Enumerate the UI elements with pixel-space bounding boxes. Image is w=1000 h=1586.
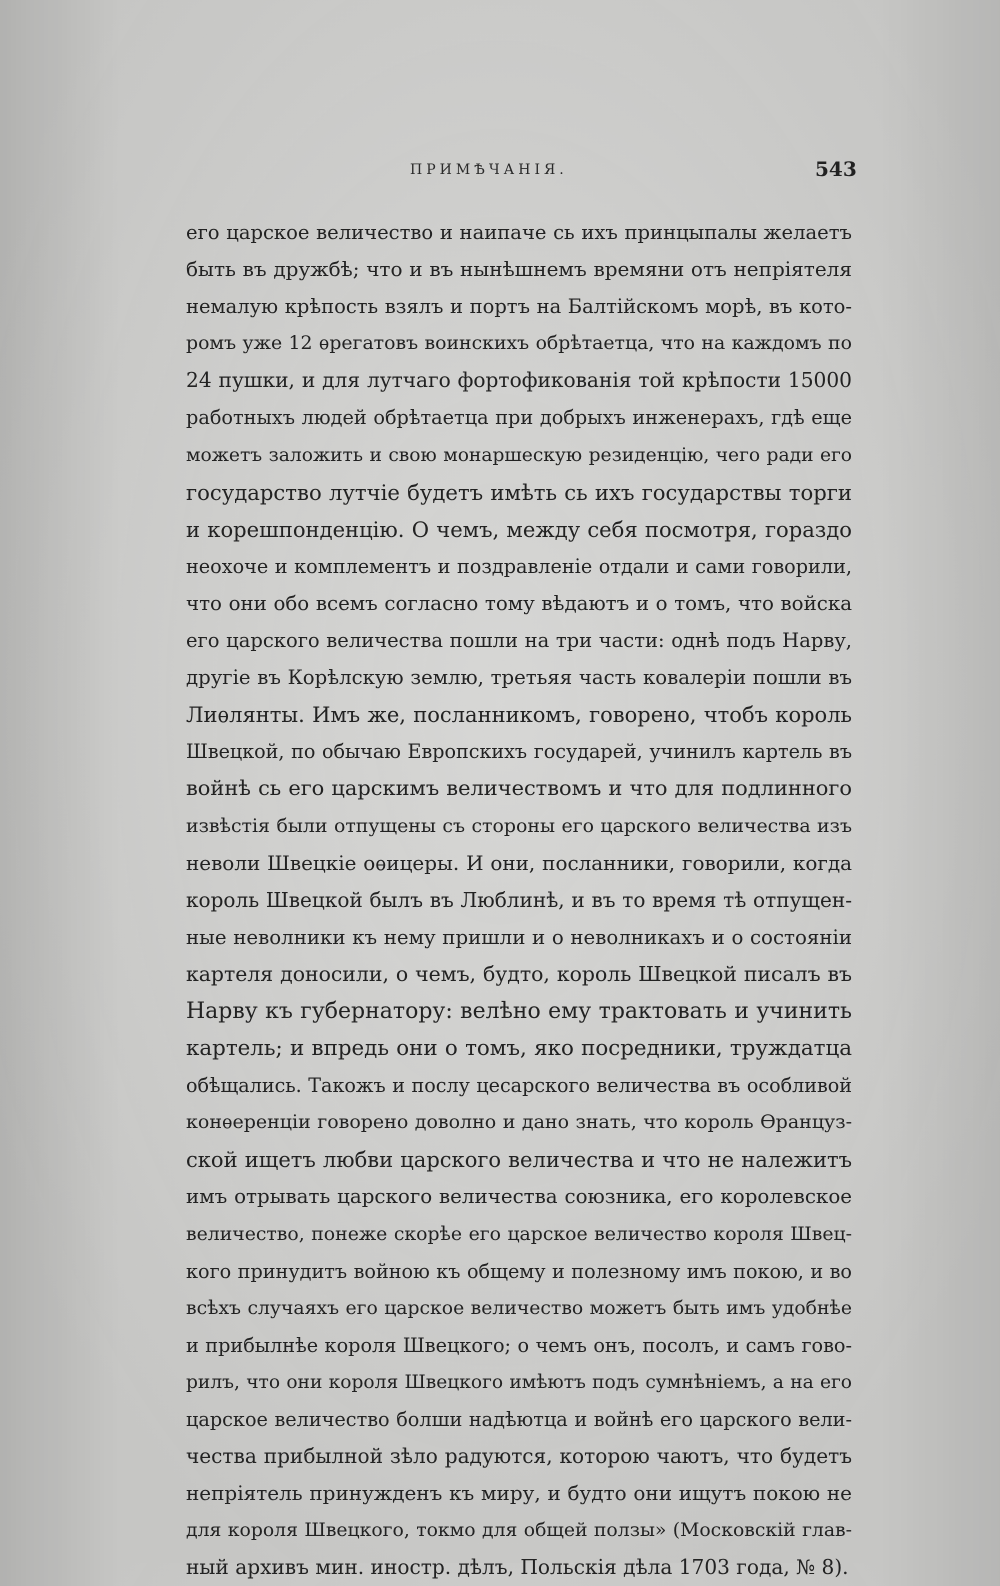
text-line: король Швецкой былъ въ Люблинѣ, и въ то время тѣ отпущен-	[186, 887, 852, 912]
text-line: обѣщались. Такожъ и послу цесарского величества въ особливой	[186, 1074, 852, 1098]
text-line: ромъ уже 12 ѳрегатовъ воинскихъ обрѣтаетца, что на каждомъ по	[186, 332, 852, 355]
text-line: ные неволники къ нему пришли и о неволникахъ и о состояніи	[186, 925, 852, 949]
text-line: величество, понеже скорѣе его царское величество короля Швец-	[186, 1223, 852, 1245]
text-line: картель; и впредь они о томъ, яко посредники, труждатца	[186, 1036, 852, 1062]
text-line: чества прибылной зѣло радуются, которою чаютъ, что будетъ	[186, 1444, 852, 1469]
text-line: неволи Швецкіе оѳицеры. И они, посланники, говорили, когда	[186, 850, 852, 875]
text-line: немалую крѣпость взялъ и портъ на Балтійскомъ морѣ, въ кото-	[186, 295, 852, 319]
text-line: его царского величества пошли на три части: однѣ подъ Нарву,	[186, 629, 852, 653]
text-line: ской ищетъ любви царского величества и что не належитъ	[186, 1147, 852, 1173]
text-line: кого принудитъ войною къ общему и полезному имъ покою, и во	[186, 1259, 852, 1283]
text-line: картеля доносили, о чемъ, будто, король Швецкой писалъ въ	[186, 961, 852, 986]
text-line: для короля Швецкого, токмо для общей ползы» (Московскій глав-	[186, 1520, 852, 1542]
text-line: Швецкой, по обычаю Европскихъ государей, учинилъ картель въ	[186, 740, 852, 764]
text-line: можетъ заложить и свою монаршескую резиденцію, чего ради его	[186, 444, 852, 466]
text-line: Лиѳлянты. Имъ же, посланникомъ, говорено, чтобъ король	[186, 702, 852, 728]
text-line: его царское величество и наипаче сь ихъ принцыпалы желаетъ	[186, 221, 852, 244]
text-line: государство лутчіе будетъ имѣть сь ихъ государствы торги	[186, 479, 852, 505]
text-line: имъ отрывать царского величества союзника, его королевское	[186, 1185, 852, 1209]
text-line: царское величество болши надѣютца и войнѣ его царского вели-	[186, 1408, 852, 1431]
text-line: 24 пушки, и для лутчаго фортофикованія той крѣпости 15000	[186, 368, 852, 393]
text-line: другіе въ Корѣлскую землю, третьяя часть ковалеріи пошли въ	[186, 666, 852, 690]
text-line: всѣхъ случаяхъ его царское величество можетъ быть имъ удобнѣе	[186, 1297, 852, 1319]
text-line: конѳеренцiи говорено доволно и дано знать, что король Ѳранцуз-	[186, 1111, 852, 1134]
text-line: что они обо всемъ согласно тому вѣдаютъ и о томъ, что войска	[186, 591, 852, 615]
text-line: ный архивъ мин. иностр. дѣлъ, Польскія дѣла 1703 года, № 8).	[186, 1555, 849, 1580]
text-line: рилъ, что они короля Швецкого имѣютъ подъ сумнѣніемъ, а на его	[186, 1371, 852, 1393]
text-line: работныхъ людей обрѣтаетца при добрыхъ инженерахъ, гдѣ еще	[186, 406, 852, 430]
page-number: 543	[815, 157, 857, 181]
text-line: быть въ дружбѣ; что и въ нынѣшнемъ времяни отъ непріятеля	[186, 257, 852, 282]
text-line: неохоче и комплементъ и поздравленіе отдали и сами говорили,	[186, 554, 852, 578]
text-line: войнѣ сь его царскимъ величествомъ и что для подлинного	[186, 776, 852, 801]
running-head: ПРИМѢЧАНІЯ.	[410, 162, 568, 178]
body-text	[186, 214, 852, 1586]
text-line: и прибылнѣе короля Швецкого; о чемъ онъ, посолъ, и самъ гово-	[186, 1333, 852, 1357]
text-line: извѣстія были отпущены съ стороны его царского величества изъ	[186, 814, 852, 837]
text-line: и корешпонденцію. О чемъ, между себя посмотря, гораздо	[186, 516, 852, 542]
text-line: непріятель принужденъ къ миру, и будто они ищутъ покою не	[186, 1481, 852, 1506]
text-line: Нарву къ губернатору: велѣно ему трактовать и учинить	[186, 998, 852, 1024]
